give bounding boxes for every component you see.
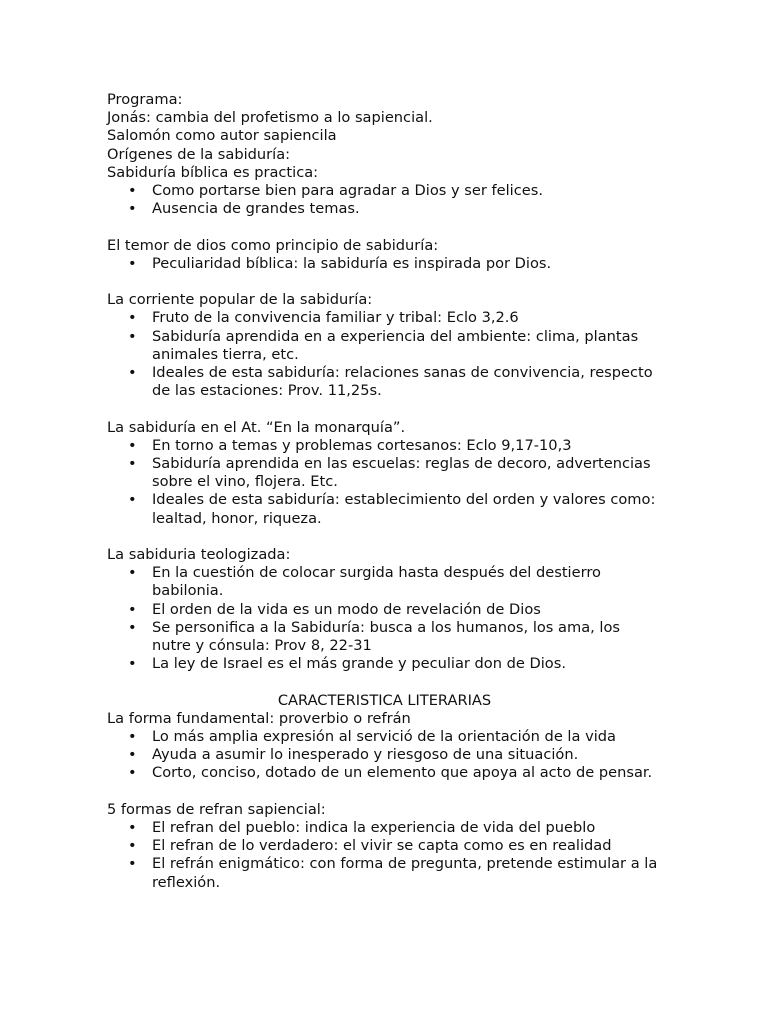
section-heading-popular: La corriente popular de la sabiduría: [107, 291, 373, 309]
intro-line-jonas: Jonás: cambia del profetismo a lo sapiencial. [107, 109, 433, 127]
section-teologizada-list [107, 564, 667, 673]
intro-line-origenes: Orígenes de la sabiduría: [107, 145, 291, 163]
list-item: • Se personifica a la Sabiduría: busca a los humanos, los ama, los nutre y cónsula: Prov 8, 22-31 [107, 619, 662, 655]
list-item: • Sabiduría aprendida en a experiencia del ambiente: clima, plantas animales tierra, etc. [107, 328, 662, 364]
section-popular-list [107, 309, 667, 400]
list-item: • El refran del pueblo: indica la experiencia de vida del pueblo [107, 819, 662, 837]
list-item: • Ausencia de grandes temas. [107, 200, 662, 218]
list-item: • El refran de lo verdadero: el vivir se capta como es en realidad [107, 837, 662, 855]
list-item: • En torno a temas y problemas cortesanos: Eclo 9,17-10,3 [107, 437, 662, 455]
section-heading-monarquia: La sabiduría en el At. “En la monarquía”. [107, 418, 406, 436]
list-item: • Sabiduría aprendida en las escuelas: reglas de decoro, advertencias sobre el vino, flojera. Etc. [107, 455, 662, 491]
list-item: • Fruto de la convivencia familiar y tribal: Eclo 3,2.6 [107, 309, 662, 327]
section-temor-list [107, 255, 667, 273]
section-title-caracteristicas: CARACTERISTICA LITERARIAS [277, 691, 492, 709]
spacer [107, 783, 667, 801]
intro-line-practica: Sabiduría bíblica es practica: [107, 163, 319, 181]
section-heading-forma: La forma fundamental: proverbio o refrán [107, 709, 411, 727]
section-forma-list [107, 728, 667, 783]
intro-line-salomon: Salomón como autor sapiencila [107, 127, 337, 145]
list-item: • Lo más amplia expresión al servició de la orientación de la vida [107, 728, 662, 746]
section-monarquia-list [107, 437, 667, 528]
section-heading-teologizada: La sabiduria teologizada: [107, 546, 291, 564]
list-item: • La ley de Israel es el más grande y peculiar don de Dios. [107, 655, 662, 673]
section-formas-refran-list [107, 819, 667, 892]
list-item: • Como portarse bien para agradar a Dios y ser felices. [107, 182, 662, 200]
list-item: • Ideales de esta sabiduría: establecimiento del orden y valores como: lealtad, honor, riqueza. [107, 491, 662, 527]
intro-line-programa: Programa: [107, 91, 183, 108]
list-item: • El refrán enigmático: con forma de pregunta, pretende estimular a la reflexión. [107, 855, 662, 891]
spacer [107, 673, 667, 691]
spacer [107, 273, 667, 291]
list-item: • En la cuestión de colocar surgida hasta después del destierro babilonia. [107, 564, 662, 600]
list-item: • Ayuda a asumir lo inesperado y riesgoso de una situación. [107, 746, 662, 764]
intro-bullet-list [107, 182, 667, 218]
spacer [107, 528, 667, 546]
list-item: • El orden de la vida es un modo de revelación de Dios [107, 601, 662, 619]
list-item: • Ideales de esta sabiduría: relaciones sanas de convivencia, respecto de las estaciones: Prov. 11,25s. [107, 364, 662, 400]
spacer [107, 400, 667, 418]
section-heading-temor: El temor de dios como principio de sabiduría: [107, 236, 439, 254]
list-item: • Corto, conciso, dotado de un elemento que apoya al acto de pensar. [107, 764, 662, 782]
section-heading-formas-refran: 5 formas de refran sapiencial: [107, 800, 326, 818]
spacer [107, 218, 667, 236]
list-item: • Peculiaridad bíblica: la sabiduría es inspirada por Dios. [107, 255, 662, 273]
